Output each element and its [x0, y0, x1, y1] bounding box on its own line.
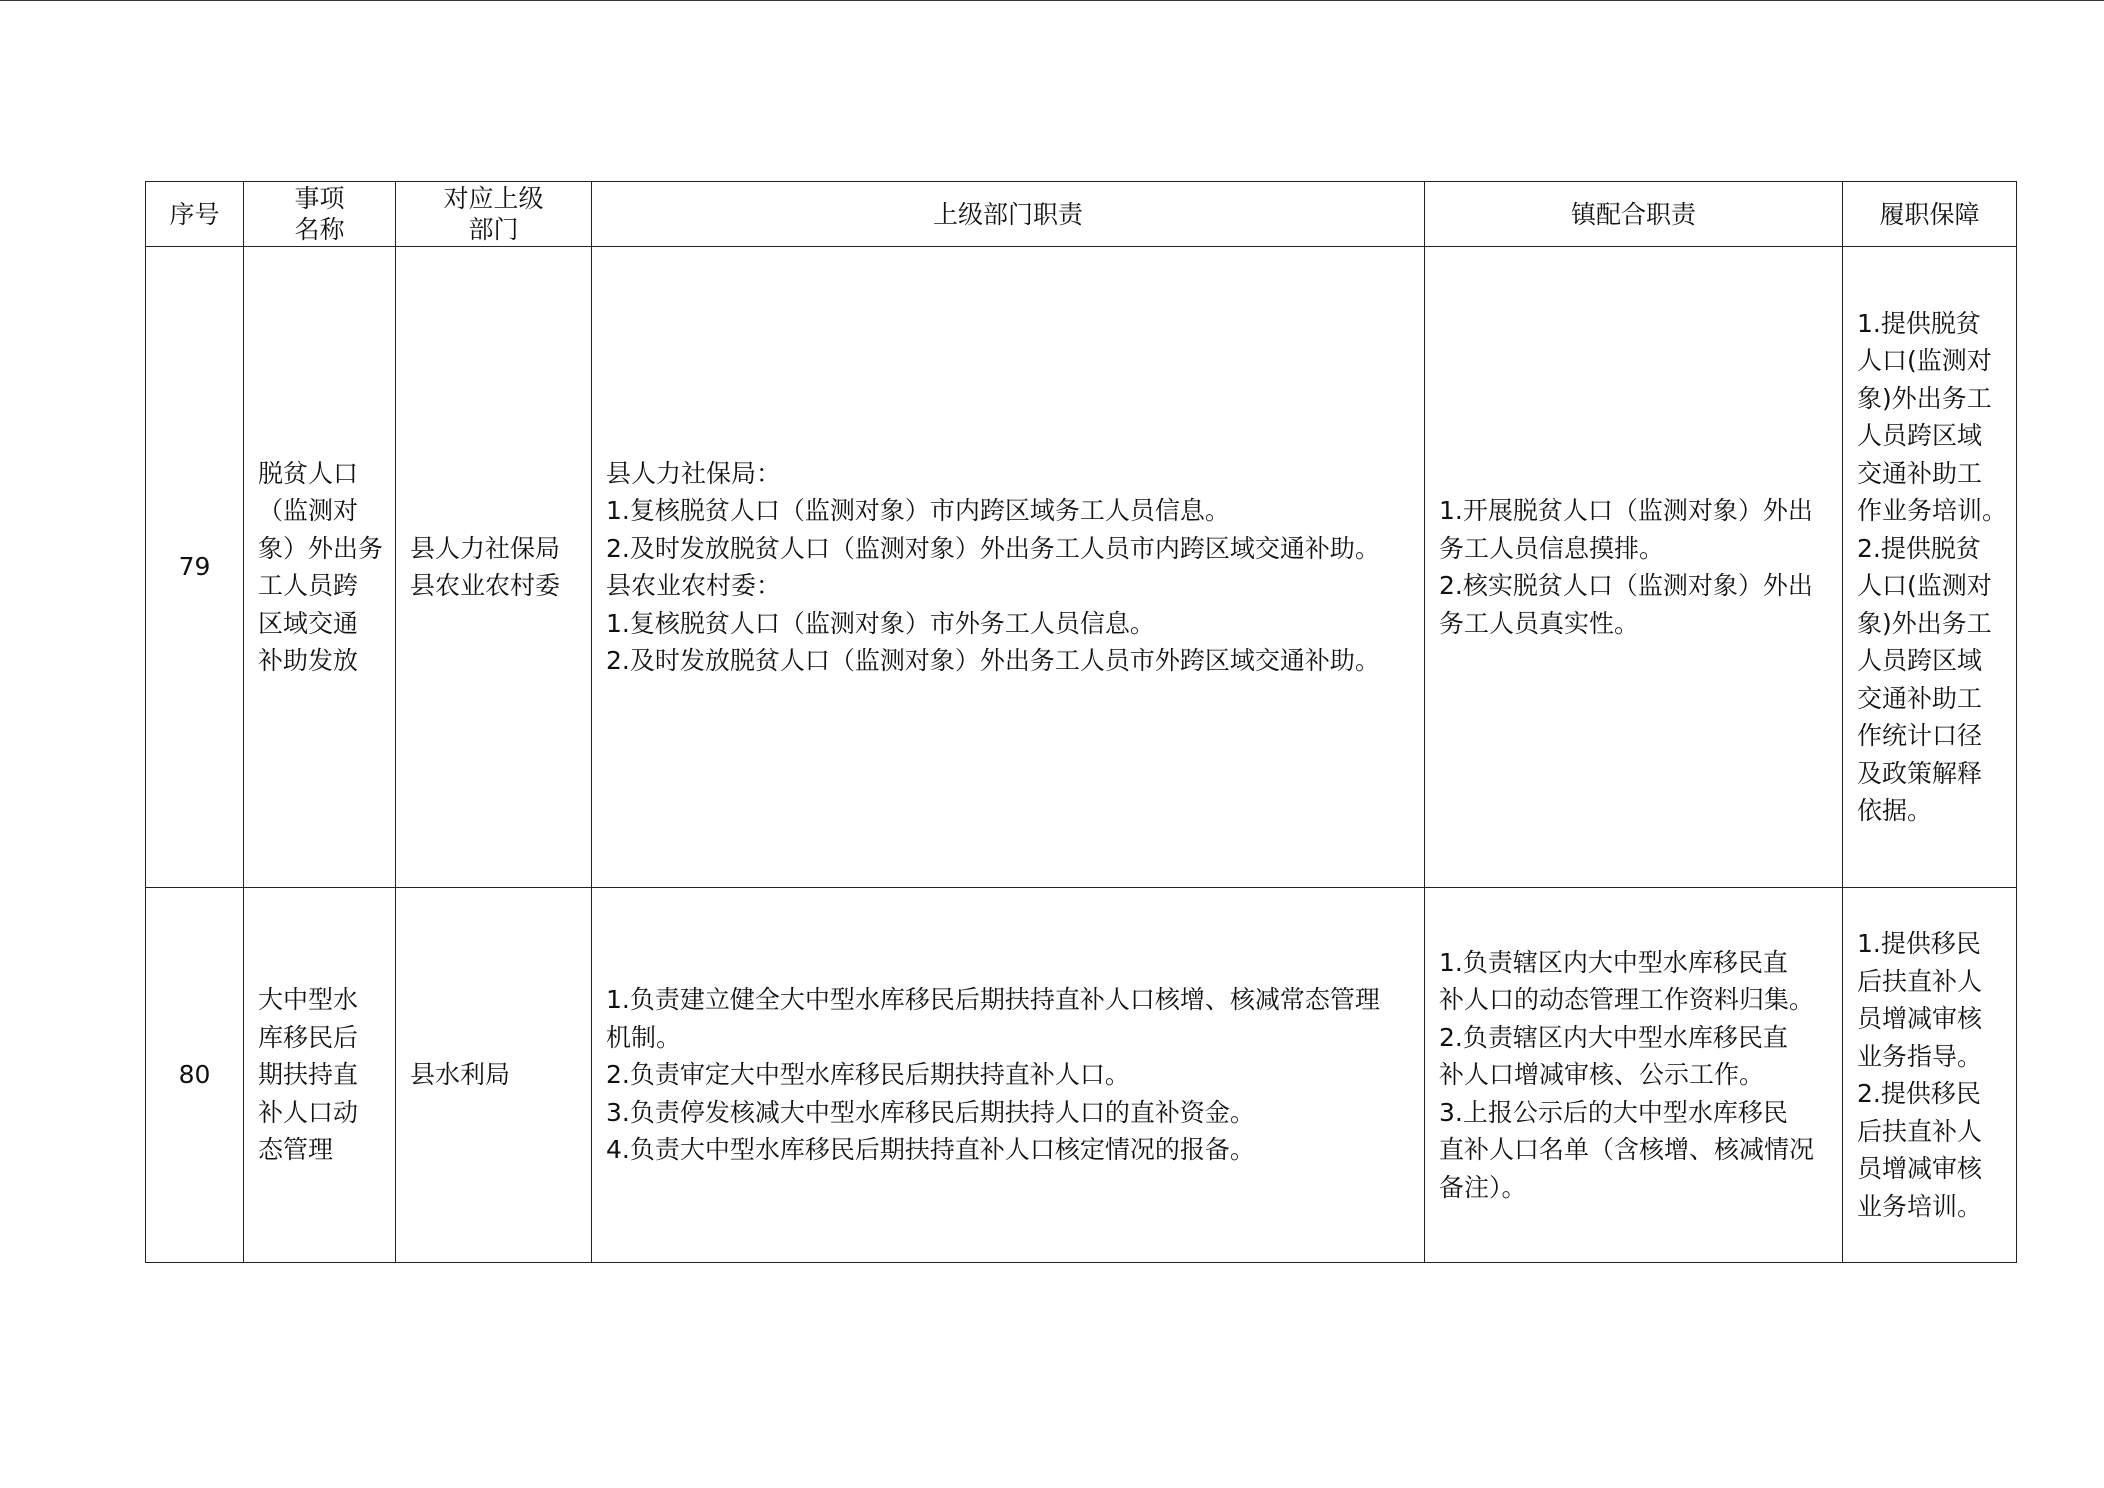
cell-item-name: [244, 888, 396, 1263]
cell-town-duty: [1425, 247, 1843, 888]
table-row: [146, 888, 2017, 1263]
cell-line: 工人员跨: [258, 571, 359, 600]
cell-line: 3.负责停发核减大中型水库移民后期扶持人口的直补资金。: [606, 1097, 1255, 1127]
cell-line: 2.及时发放脱贫人口（监测对象）外出务工人员市内跨区域交通补助。: [606, 533, 1380, 563]
cell-item-name: [244, 247, 396, 888]
cell-line: 后扶直补人: [1857, 1116, 1983, 1146]
cell-line: 交通补助工: [1857, 458, 1983, 488]
cell-line: 补人口动: [258, 1097, 359, 1127]
cell-superior-duty: [592, 247, 1425, 888]
cell-line: 1.负责辖区内大中型水库移民直: [1439, 947, 1788, 977]
page-top-border: [0, 0, 2104, 1]
cell-line: 2.负责审定大中型水库移民后期扶持直补人口。: [606, 1060, 1130, 1090]
cell-guarantee: [1843, 888, 2017, 1263]
cell-line: 人口(监测对: [1857, 571, 1992, 600]
header-superior-dept-line: 部门: [468, 215, 519, 244]
cell-line: 补助发放: [258, 646, 359, 675]
cell-line: 期扶持直: [258, 1060, 359, 1090]
cell-line: 直补人口名单（含核增、核减情况: [1439, 1135, 1815, 1165]
cell-superior-dept: [396, 247, 592, 888]
header-item-name: [244, 182, 396, 247]
cell-guarantee: [1843, 247, 2017, 888]
header-superior-dept-line: 对应上级: [443, 184, 544, 213]
header-item-name-line: 名称: [294, 215, 345, 244]
cell-line: 补人口的动态管理工作资料归集。: [1439, 985, 1815, 1015]
cell-line: 1.开展脱贫人口（监测对象）外出: [1439, 496, 1813, 525]
cell-line: 县水利局: [410, 1060, 511, 1090]
cell-line: 2.核实脱贫人口（监测对象）外出: [1439, 571, 1813, 600]
cell-line: 2.及时发放脱贫人口（监测对象）外出务工人员市外跨区域交通补助。: [606, 646, 1380, 675]
cell-line: 象)外出务工: [1857, 383, 1992, 413]
cell-line: 象)外出务工: [1857, 608, 1992, 638]
duty-table: [145, 181, 2017, 1263]
cell-line: 大中型水: [258, 985, 359, 1015]
cell-line: 3.上报公示后的大中型水库移民: [1439, 1097, 1788, 1127]
cell-line: 依据。: [1857, 796, 1933, 825]
cell-line: 1.复核脱贫人口（监测对象）市内跨区域务工人员信息。: [606, 496, 1230, 525]
cell-line: 县人力社保局：: [606, 458, 782, 488]
header-superior-dept: [396, 182, 592, 247]
cell-line: 员增减审核: [1857, 1154, 1983, 1183]
cell-line: 2.负责辖区内大中型水库移民直: [1439, 1022, 1788, 1052]
cell-line: 备注）。: [1439, 1172, 1527, 1202]
cell-line: 补人口增减审核、公示工作。: [1439, 1060, 1765, 1090]
cell-line: 县农业农村委：: [606, 571, 782, 600]
cell-line: 作业务培训。: [1857, 496, 2008, 525]
cell-line: 1.提供脱贫: [1857, 308, 1981, 338]
cell-line: （监测对: [258, 496, 359, 525]
cell-line: 务工人员真实性。: [1439, 608, 1640, 638]
cell-line: 1.复核脱贫人口（监测对象）市外务工人员信息。: [606, 608, 1155, 638]
header-town-duty: 镇配合职责: [1425, 182, 1843, 247]
cell-line: 人员跨区域: [1857, 646, 1983, 675]
cell-line: 作统计口径: [1857, 721, 1983, 750]
cell-line: 人口(监测对: [1857, 346, 1992, 375]
cell-no: 79: [146, 247, 244, 888]
cell-no: 80: [146, 888, 244, 1263]
cell-line: 县农业农村委: [410, 571, 561, 600]
cell-superior-duty: [592, 888, 1425, 1263]
cell-line: 2.提供移民: [1857, 1079, 1981, 1108]
cell-line: 交通补助工: [1857, 683, 1983, 713]
cell-line: 务工人员信息摸排。: [1439, 533, 1665, 563]
cell-line: 象）外出务: [258, 533, 384, 563]
cell-line: 机制。: [606, 1022, 682, 1052]
cell-line: 员增减审核: [1857, 1004, 1983, 1033]
header-no: 序号: [146, 182, 244, 247]
header-superior-duty: 上级部门职责: [592, 182, 1425, 247]
cell-line: 县人力社保局: [410, 533, 561, 563]
cell-line: 1.提供移民: [1857, 929, 1981, 958]
cell-line: 4.负责大中型水库移民后期扶持直补人口核定情况的报备。: [606, 1135, 1255, 1165]
cell-town-duty: [1425, 888, 1843, 1263]
cell-line: 脱贫人口: [258, 458, 359, 488]
cell-line: 业务指导。: [1857, 1041, 1983, 1071]
cell-line: 态管理: [258, 1135, 334, 1165]
table-header-row: [146, 182, 2017, 247]
cell-line: 后扶直补人: [1857, 966, 1983, 996]
cell-line: 人员跨区域: [1857, 421, 1983, 450]
cell-line: 及政策解释: [1857, 758, 1983, 788]
cell-line: 库移民后: [258, 1022, 359, 1052]
cell-line: 业务培训。: [1857, 1191, 1983, 1221]
header-guarantee: 履职保障: [1843, 182, 2017, 247]
cell-line: 1.负责建立健全大中型水库移民后期扶持直补人口核增、核减常态管理: [606, 985, 1380, 1015]
cell-line: 2.提供脱贫: [1857, 533, 1981, 563]
table-row: [146, 247, 2017, 888]
header-item-name-line: 事项: [294, 184, 345, 213]
cell-superior-dept: [396, 888, 592, 1263]
cell-line: 区域交通: [258, 608, 359, 638]
